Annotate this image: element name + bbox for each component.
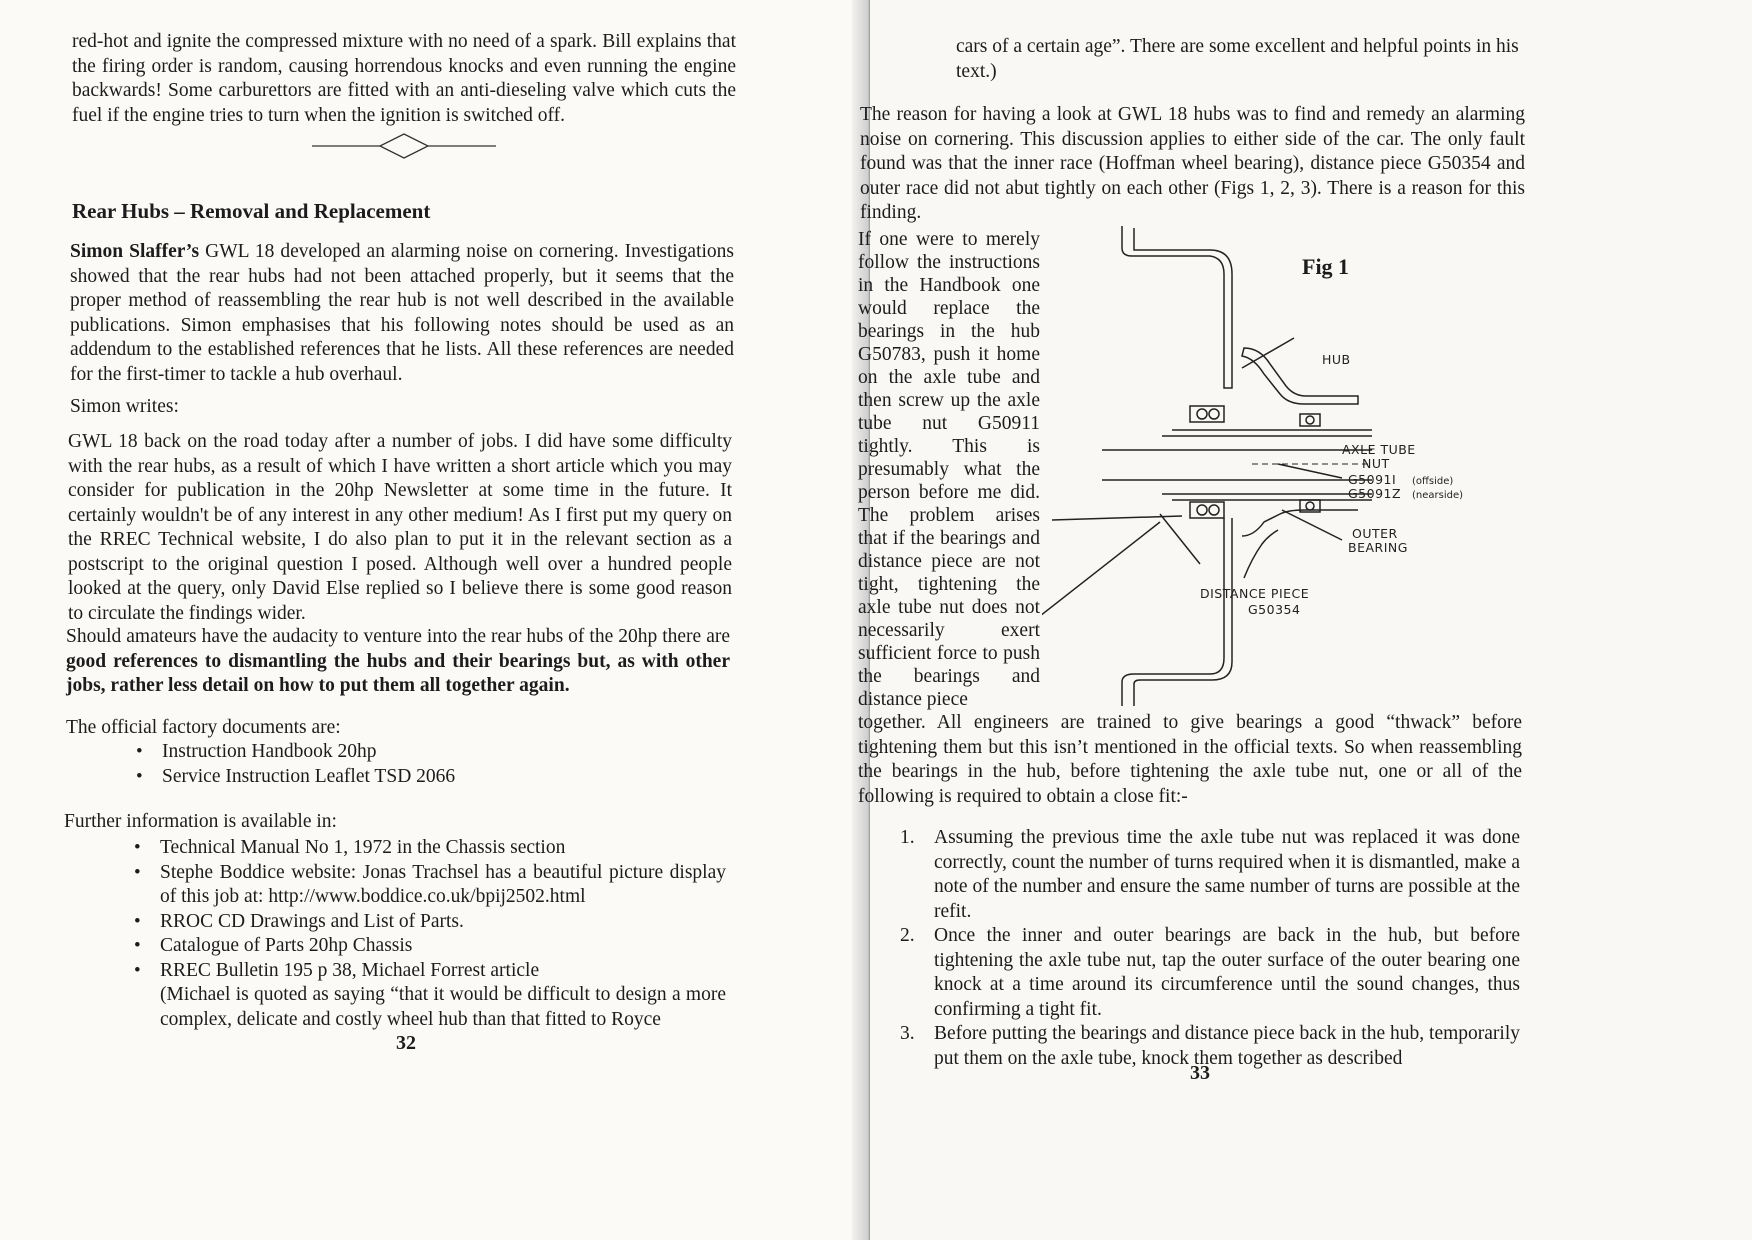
page-number-left: 32 xyxy=(396,1032,416,1054)
step-text: Before putting the bearings and distance piece back in the hub, temporarily put them on the axle tube, knock them together as described xyxy=(934,1023,1520,1069)
official-docs-list xyxy=(136,740,716,789)
list-item: 3. Before putting the bearings and distance piece back in the hub, temporarily put them on the axle tube, knock them together as described xyxy=(900,1023,1520,1069)
audacity-text: Should amateurs have the audacity to venture into the rear hubs of the 20hp there are xyxy=(66,626,730,647)
list-item: • Catalogue of Parts 20hp Chassis xyxy=(134,934,726,959)
intro-paragraph: red-hot and ignite the compressed mixture with no need of a spark. Bill explains that the firing order is random, causing horrendous knocks and even running the engine backwards! Some carburettors are fitted with an anti-dieseling valve which cuts the fuel if the engine tries to turn when the ignition is switched off. xyxy=(72,31,736,126)
list-item: • Stephe Boddice website: Jonas Trachsel has a beautiful picture display of this job at: http://www.boddice.co.uk/bpij2502.html xyxy=(134,861,726,910)
list-item: • RROC CD Drawings and List of Parts. xyxy=(134,910,726,935)
hub-label: HUB xyxy=(1322,352,1351,367)
list-item: • Service Instruction Leaflet TSD 2066 xyxy=(136,765,716,790)
nut-label-4: G5091Z xyxy=(1348,486,1402,501)
step-text: Once the inner and outer bearings are back in the hub, but before tightening the axle tube nut, tap the outer surface of the outer bearing one knock at a time around its circumference until the sound changes, thus confirming a tight fit. xyxy=(934,925,1520,1020)
left-page xyxy=(0,0,870,1240)
list-item: • Instruction Handbook 20hp xyxy=(136,740,716,765)
outer-bearing-label-1: OUTER xyxy=(1352,526,1398,541)
simon-writes: Simon writes: xyxy=(70,396,179,417)
further-info-intro: Further information is available in: xyxy=(64,811,337,832)
step-text: Assuming the previous time the axle tube nut was replaced it was done correctly, count the number of turns required when it is dismantled, make a note of the number and ensure the same number of turns are possible at the refit. xyxy=(934,827,1520,922)
distance-piece-label-2: G50354 xyxy=(1248,602,1301,617)
outer-bearing-label-2: BEARING xyxy=(1348,540,1408,555)
nut-label-1: AXLE TUBE xyxy=(1342,442,1416,457)
further-info-list xyxy=(134,836,726,983)
audacity-paragraph xyxy=(66,625,730,699)
section-heading: Rear Hubs – Removal and Replacement xyxy=(72,199,431,223)
section-divider-ornament xyxy=(310,131,498,161)
wrap-continuation: together. All engineers are trained to give bearings a good “thwack” before tightening them but this isn’t mentioned in the official texts. So when reassembling the bearings in the hub, before tightening the axle tube nut, one or all of the following is required to obtain a close fit:- xyxy=(858,712,1522,807)
list-item: 2. Once the inner and outer bearings are back in the hub, but before tightening the axle tube nut, tap the outer surface of the outer bearing one knock at a time around its circumference until the sound changes, thus confirming a tight fit. xyxy=(900,925,1520,1020)
official-docs-intro: The official factory documents are: xyxy=(66,717,341,738)
nut-label-2: NUT xyxy=(1362,456,1390,471)
reason-paragraph: The reason for having a look at GWL 18 hubs was to find and remedy an alarming noise on cornering. This discussion applies to either side of the car. The only fault found was that the inner race (Hoffman wheel bearing), distance piece G50354 and outer race did not abut tightly on each other (Figs 1, 2, 3). There is a reason for this finding. xyxy=(860,104,1525,223)
steps-list xyxy=(900,826,1520,1071)
list-item: • RREC Bulletin 195 p 38, Michael Forrest article xyxy=(134,959,726,984)
audacity-bold-text: good references to dismantling the hubs and their bearings but, as with other jobs, rather less detail on how to put them all together again. xyxy=(66,650,730,696)
distance-piece-label-1: DISTANCE PIECE xyxy=(1200,586,1310,601)
forrest-quote: (Michael is quoted as saying “that it would be difficult to design a more complex, delicate and costly wheel hub than that fitted to Royce xyxy=(160,984,726,1030)
fig1-title: Fig 1 xyxy=(1302,254,1350,279)
right-page xyxy=(858,0,1752,1240)
wrap-paragraph: If one were to merely follow the instructions in the Handbook one would replace the bearings in the hub G50783, push it home on the axle tube and then screw up the axle tube nut G50911 tightly. This is presumably what the person before me did. The problem arises that if the bearings and distance piece are not tight, tightening the axle tube nut does not necessarily exert sufficient force to push the bearings and distance piece xyxy=(858,229,1040,710)
page-number-right: 33 xyxy=(1190,1062,1210,1084)
fig1-hub-diagram xyxy=(1042,218,1532,710)
letter-paragraph: GWL 18 back on the road today after a number of jobs. I did have some difficulty with the rear hubs, as a result of which I have written a short article which you may consider for publication in the 20hp Newsletter at some time in the future. It certainly wouldn't be of any interest in any other medium! As I first put my query on the RREC Technical website, I do also plan to put it in the relevant section as a postscript to the original question I posed. Although well over a hundred people looked at the query, only David Else replied so I believe there is some good reason to circulate the findings wider. xyxy=(68,431,732,624)
author-name: Simon Slaffer’s xyxy=(70,241,200,262)
intro-simon-paragraph xyxy=(70,240,734,387)
nut-label-3b: (offside) xyxy=(1412,476,1454,487)
list-item: 1. Assuming the previous time the axle tube nut was replaced it was done correctly, count the number of turns required when it is dismantled, make a note of the number and ensure the same number of turns are possible at the refit. xyxy=(900,827,1520,922)
quote-continuation: cars of a certain age”. There are some excellent and helpful points in his text.) xyxy=(956,36,1519,82)
intro-simon-text: GWL 18 developed an alarming noise on cornering. Investigations showed that the rear hubs had not been attached properly, but it seems that the proper method of reassembling the rear hub is not well described in the available publications. Simon emphasises that his following notes should be used as an addendum to the established references that he lists. All these references are needed for the first-timer to tackle a hub overhaul. xyxy=(70,241,734,385)
list-item: • Technical Manual No 1, 1972 in the Chassis section xyxy=(134,836,726,861)
nut-label-3: G5091I xyxy=(1348,472,1397,487)
nut-label-4b: (nearside) xyxy=(1412,490,1464,501)
